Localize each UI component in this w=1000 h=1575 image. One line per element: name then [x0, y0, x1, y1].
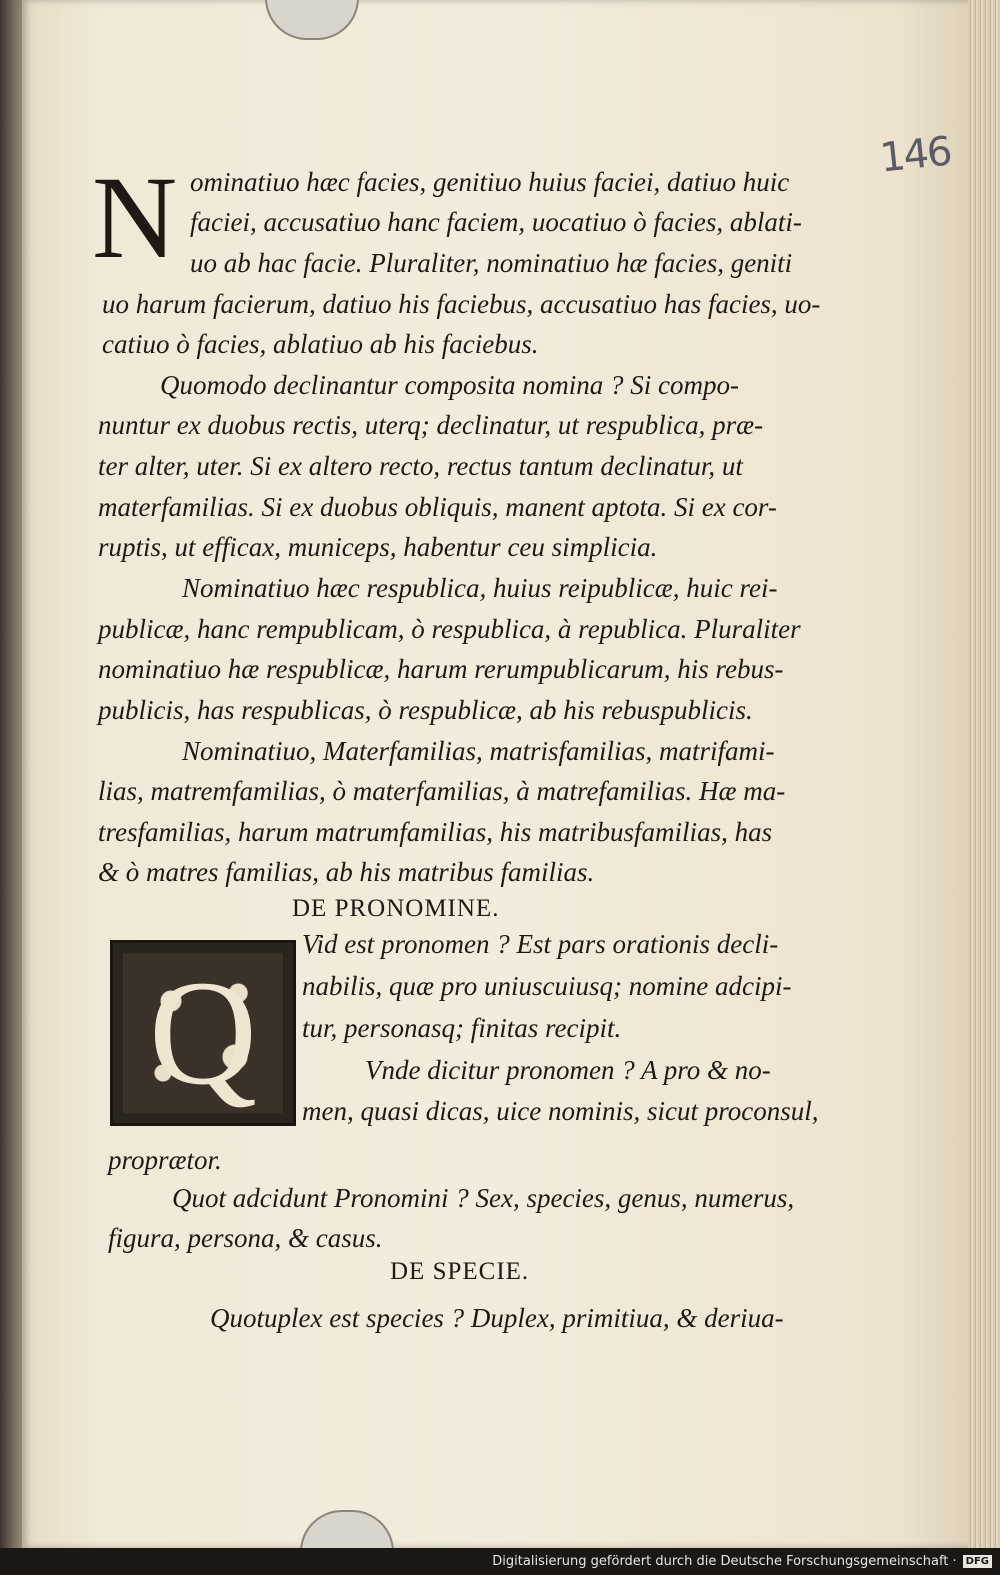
drop-cap-n: N — [92, 152, 178, 283]
text-line: publicæ, hanc rempublicam, ò respublica, à republica. Pluraliter — [98, 614, 801, 644]
text-line: nuntur ex duobus rectis, uterq; declinatur, ut respublica, præ- — [98, 410, 764, 440]
text-line: Vid est pronomen ? Est pars orationis decli- — [302, 929, 779, 959]
text-line: Nominatiuo, Materfamilias, matrisfamilias, matrifami- — [182, 736, 775, 766]
text-line: ominatiuo hæc facies, genitiuo huius faciei, datiuo huic — [190, 167, 790, 197]
text-line: faciei, accusatiuo hanc faciem, uocatiuo ò facies, ablati- — [190, 207, 802, 237]
text-line: Vnde dicitur pronomen ? A pro & no- — [365, 1055, 771, 1085]
heading-de-specie: DE SPECIE. — [390, 1258, 530, 1285]
text-line: ruptis, ut efficax, municeps, habentur ceu simplicia. — [98, 532, 658, 562]
text-line: Nominatiuo hæc respublica, huius reipublicæ, huic rei- — [182, 573, 778, 603]
text-line: Quomodo declinantur composita nomina ? Si compo- — [160, 370, 739, 400]
footer-text: Digitalisierung gefördert durch die Deutsche Forschungsgemeinschaft · — [492, 1554, 957, 1569]
text-line: tresfamilias, harum matrumfamilias, his matribusfamilias, has — [98, 817, 773, 847]
text-line: tur, personasq; finitas recipit. — [302, 1013, 622, 1043]
text-line: nominatiuo hæ respublicæ, harum rerumpublicarum, his rebus- — [98, 654, 784, 684]
text-line: Quot adcidunt Pronomini ? Sex, species, genus, numerus, — [172, 1183, 795, 1213]
text-line: uo harum facierum, datiuo his faciebus, accusatiuo has facies, uo- — [102, 289, 821, 319]
text-line: figura, persona, & casus. — [108, 1223, 383, 1253]
text-line: proprætor. — [108, 1145, 222, 1175]
binding-edge — [0, 0, 24, 1575]
text-line: & ò matres familias, ab his matribus familias. — [98, 857, 595, 887]
text-line: materfamilias. Si ex duobus obliquis, manent aptota. Si ex cor- — [98, 492, 777, 522]
ornate-drop-cap-q — [110, 940, 296, 1126]
text-line: catiuo ò facies, ablatiuo ab his faciebus. — [102, 329, 539, 359]
page-edges — [968, 0, 1000, 1548]
text-line: ter alter, uter. Si ex altero recto, rectus tantum declinatur, ut — [98, 451, 743, 481]
page-number: 146 — [877, 128, 953, 182]
text-line: uo ab hac facie. Pluraliter, nominatiuo hæ facies, geniti — [190, 248, 793, 278]
text-line: publicis, has respublicas, ò respublicæ, ab his rebuspublicis. — [98, 695, 753, 725]
text-line: lias, matremfamilias, ò materfamilias, à matrefamilias. Hæ ma- — [98, 776, 786, 806]
dfg-logo: DFG — [963, 1555, 992, 1568]
digitization-footer — [0, 1548, 1000, 1575]
text-line: Quotuplex est species ? Duplex, primitiua, & deriua- — [210, 1303, 784, 1333]
heading-de-pronomine: DE PRONOMINE. — [292, 895, 500, 922]
text-line: nabilis, quæ pro uniuscuiusq; nomine adcipi- — [302, 971, 792, 1001]
text-line: men, quasi dicas, uice nominis, sicut proconsul, — [302, 1096, 819, 1126]
drop-cap-q-letter: Q — [123, 953, 283, 1113]
